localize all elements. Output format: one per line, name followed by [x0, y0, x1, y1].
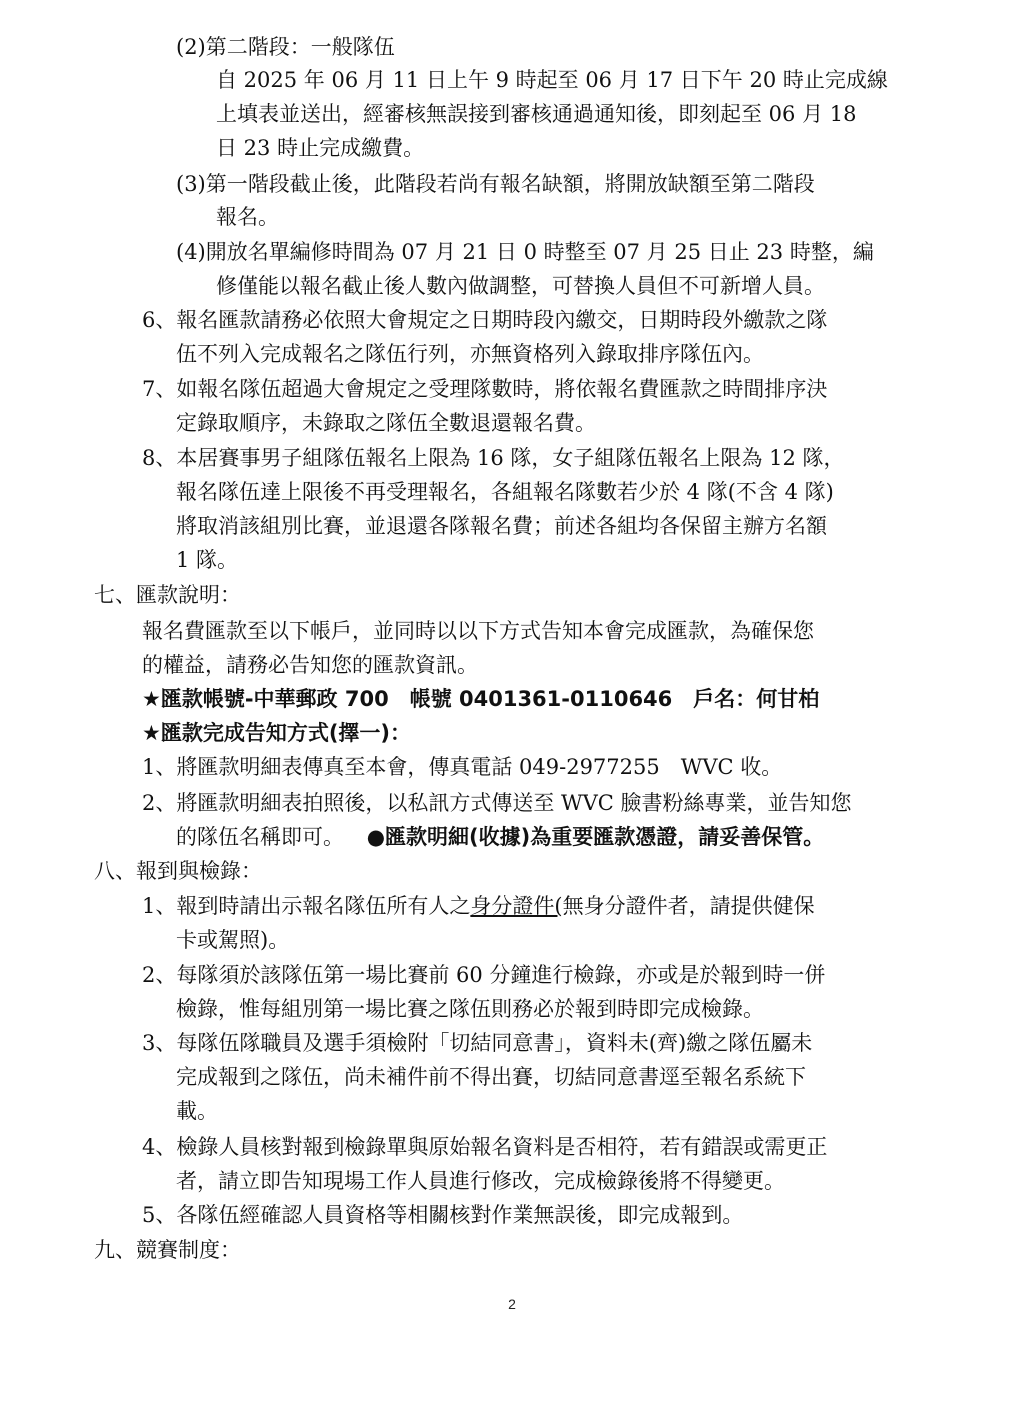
section-8-heading: 八、報到與檢錄：: [94, 859, 262, 883]
notify-method-2-line-1: 2、將匯款明細表拍照後，以私訊方式傳送至 WVC 臉書粉絲專業，並告知您: [142, 791, 852, 815]
checkin-item-3-line-3: 載。: [176, 1099, 218, 1123]
notify-method-2-text: 的隊伍名稱即可。: [176, 825, 344, 849]
stage-4-text-line-2: 修僅能以報名截止後人數內做調整，可替換人員但不可新增人員。: [216, 274, 825, 298]
notify-method-2-line-2: [176, 823, 824, 851]
checkin-item-1-pre: 1、報到時請出示報名隊伍所有人之: [142, 894, 471, 918]
checkin-item-3-line-2: 完成報到之隊伍，尚未補件前不得出賽，切結同意書逕至報名系統下: [176, 1065, 806, 1089]
section-9-heading: 九、競賽制度：: [94, 1238, 241, 1262]
checkin-item-4-line-1: 4、檢錄人員核對報到檢錄單與原始報名資料是否相符，若有錯誤或需更正: [142, 1135, 828, 1159]
checkin-item-1-line-1: [142, 892, 815, 920]
id-document-underlined: 身分證件(: [470, 894, 563, 918]
checkin-item-1-post: 無身分證件者，請提供健保: [562, 894, 815, 918]
remittance-account: ★匯款帳號-中華郵政 700 帳號 0401361-0110646 戶名：何甘柏: [142, 687, 820, 711]
checkin-item-2-line-2: 檢錄，惟每組別第一場比賽之隊伍則務必於報到時即完成檢錄。: [176, 997, 764, 1021]
item-8-line-4: 1 隊。: [176, 548, 239, 572]
stage-2-heading: (2)第二階段：一般隊伍: [176, 35, 395, 59]
remittance-intro-line-1: 報名費匯款至以下帳戶，並同時以以下方式告知本會完成匯款，為確保您: [142, 619, 814, 643]
receipt-note: ●匯款明細(收據)為重要匯款憑證，請妥善保管。: [366, 825, 825, 849]
item-6-line-2: 伍不列入完成報名之隊伍行列，亦無資格列入錄取排序隊伍內。: [176, 342, 764, 366]
stage-3-text-line-2: 報名。: [216, 205, 279, 229]
item-7-line-2: 定錄取順序，未錄取之隊伍全數退還報名費。: [176, 411, 596, 435]
checkin-item-4-line-2: 者，請立即告知現場工作人員進行修改，完成檢錄後將不得變更。: [176, 1169, 785, 1193]
notify-method-heading: ★匯款完成告知方式(擇一)：: [142, 721, 412, 745]
stage-3-text-line-1: (3)第一階段截止後，此階段若尚有報名缺額，將開放缺額至第二階段: [176, 172, 815, 196]
page-number: 2: [508, 1296, 516, 1312]
checkin-item-5: 5、各隊伍經確認人員資格等相關核對作業無誤後，即完成報到。: [142, 1203, 744, 1227]
checkin-item-2-line-1: 2、每隊須於該隊伍第一場比賽前 60 分鐘進行檢錄，亦或是於報到時一併: [142, 963, 826, 987]
notify-method-1: 1、將匯款明細表傳真至本會，傳真電話 049-2977255 WVC 收。: [142, 755, 783, 779]
checkin-item-3-line-1: 3、每隊伍隊職員及選手須檢附「切結同意書」，資料未(齊)繳之隊伍屬未: [142, 1031, 813, 1055]
stage-2-text-line-1: 自 2025 年 06 月 11 日上午 9 時起至 06 月 17 日下午 20 時止完成線: [216, 68, 888, 92]
remittance-intro-line-2: 的權益，請務必告知您的匯款資訊。: [142, 653, 478, 677]
stage-4-text-line-1: (4)開放名單編修時間為 07 月 21 日 0 時整至 07 月 25 日止 23 時整，編: [176, 240, 874, 264]
item-8-line-2: 報名隊伍達上限後不再受理報名，各組報名隊數若少於 4 隊(不含 4 隊): [176, 480, 834, 504]
item-6-line-1: 6、報名匯款請務必依照大會規定之日期時段內繳交，日期時段外繳款之隊: [142, 308, 828, 332]
section-7-heading: 七、匯款說明：: [94, 583, 241, 607]
item-7-line-1: 7、如報名隊伍超過大會規定之受理隊數時，將依報名費匯款之時間排序決: [142, 377, 828, 401]
stage-2-text-line-2: 上填表並送出，經審核無誤接到審核通過通知後，即刻起至 06 月 18: [216, 102, 857, 126]
stage-2-text-line-3: 日 23 時止完成繳費。: [216, 136, 425, 160]
item-8-line-1: 8、本居賽事男子組隊伍報名上限為 16 隊，女子組隊伍報名上限為 12 隊，: [142, 446, 845, 470]
item-8-line-3: 將取消該組別比賽，並退還各隊報名費；前述各組均各保留主辦方名額: [176, 514, 827, 538]
checkin-item-1-line-2: 卡或駕照)。: [176, 928, 290, 952]
